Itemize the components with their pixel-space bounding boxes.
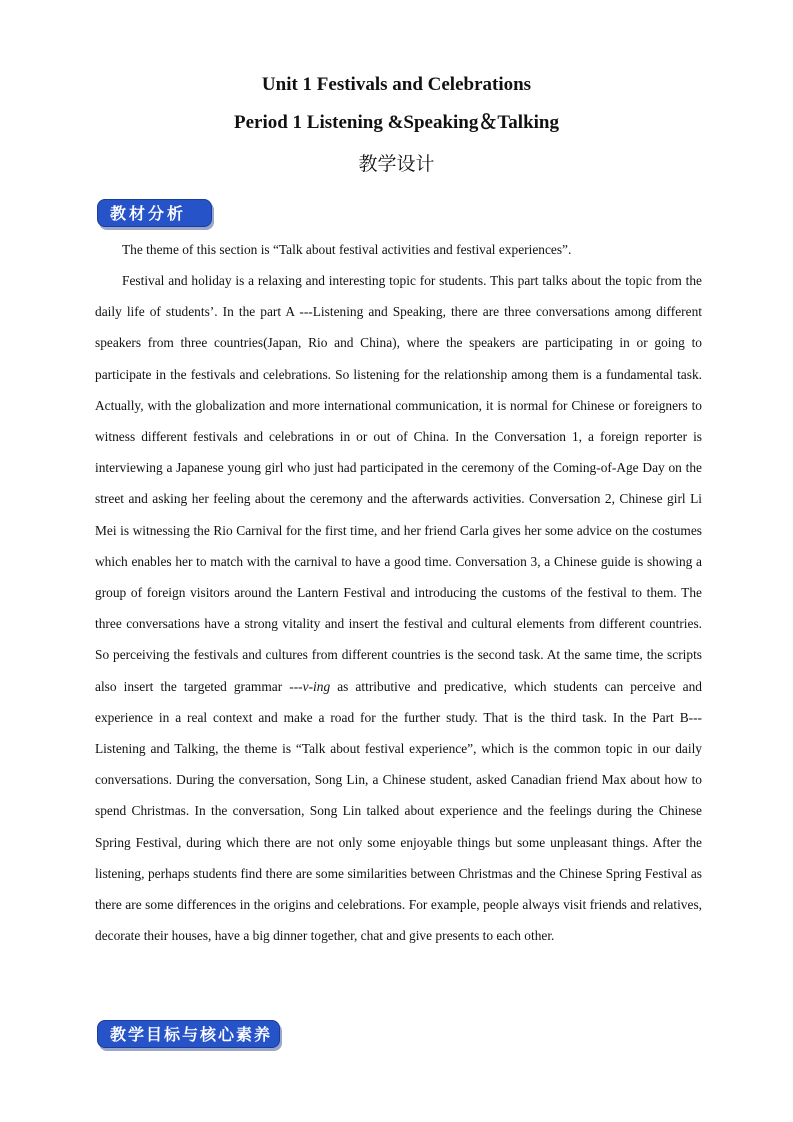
section-badge-analysis: 教材分析	[97, 199, 212, 227]
grammar-term: v-ing	[302, 678, 331, 694]
section-badge-objectives: 教学目标与核心素养	[97, 1020, 280, 1048]
page-title: Unit 1 Festivals and Celebrations	[261, 74, 532, 95]
analysis-paragraph	[95, 265, 702, 951]
page-heading-chinese: 教学设计	[358, 153, 435, 175]
intro-paragraph: The theme of this section is “Talk about festival activities and festival experiences”.	[122, 242, 572, 257]
page-subtitle: Period 1 Listening &Speaking＆Talking	[233, 112, 559, 133]
analysis-text-part2: as attributive and predicative, which students can perceive and experience in a real context and make a road for the further study. That is the third task. In the Part B--- Listening and Talking, the theme is “Talk about festival experience”, which is the common topic in our daily conversations. During the conversation, Song Lin, a Chinese student, asked Canadian friend Max about how to spend Christmas. In the conversation, Song Lin talked about experience and the feelings during the Chinese Spring Festival, during which there are not only some enjoyable things but some unpleasant things. After the listening, perhaps students find there are some similarities between Christmas and the Chinese Spring Festival as there are some differences in the origins and celebrations. For example, people always visit friends and relatives, decorate their houses, have a big dinner together, chat and give presents to each other.	[95, 678, 702, 944]
analysis-text-part1: Festival and holiday is a relaxing and interesting topic for students. This part talks about the topic from the daily life of students’. In the part A ---Listening and Speaking, there are three conversations among different speakers from three countries(Japan, Rio and China), where the speakers are participating in or going to participate in the festivals and celebrations. So listening for the relationship among them is a fundamental task. Actually, with the globalization and more international communication, it is normal for Chinese or foreigners to witness different festivals and celebrations in or out of China. In the Conversation 1, a foreign reporter is interviewing a Japanese young girl who just had participated in the ceremony of the Coming-of-Age Day on the street and asking her feeling about the ceremony and the afterwards activities. Conversation 2, Chinese girl Li Mei is witnessing the Rio Carnival for the first time, and her friend Carla gives her some advice on the costumes which enables her to match with the carnival to have a good time. Conversation 3, a Chinese guide is showing a group of foreign visitors around the Lantern Festival and introducing the customs of the festival to them. The three conversations have a strong vitality and insert the festival and cultural elements from different countries. So perceiving the festivals and cultures from different countries is the second task. At the same time, the scripts also insert the targeted grammar ---	[95, 273, 702, 694]
